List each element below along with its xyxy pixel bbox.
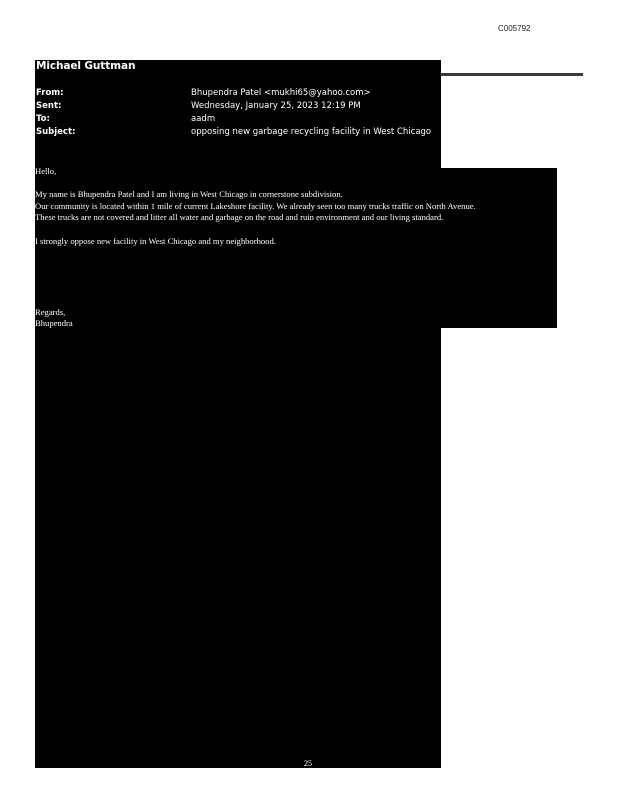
sender-name: Michael Guttman <box>36 60 136 72</box>
header-label: From: <box>36 88 64 98</box>
email-signature: Bhupendra <box>35 318 73 328</box>
document-id: C005792 <box>498 24 531 33</box>
page-number: 25 <box>304 759 312 768</box>
email-body-line: I strongly oppose new facility in West Chicago and my neighborhood. <box>35 236 276 246</box>
email-body-line: These trucks are not covered and litter all water and garbage on the road and ruin environment and our living standard. <box>35 212 444 222</box>
header-value: aadm <box>191 114 216 124</box>
email-greeting: Hello, <box>35 166 57 176</box>
redaction-block-side <box>441 168 557 328</box>
header-value: opposing new garbage recycling facility in West Chicago <box>191 127 432 137</box>
header-label: To: <box>36 114 50 124</box>
header-value: Bhupendra Patel <mukhi65@yahoo.com> <box>191 88 371 98</box>
header-label: Sent: <box>36 101 62 111</box>
email-body-line: Our community is located within 1 mile of current Lakeshore facility. We already seen too many trucks traffic on North Avenue. <box>35 201 476 211</box>
header-value: Wednesday, January 25, 2023 12:19 PM <box>191 101 361 111</box>
header-label: Subject: <box>36 127 76 137</box>
redaction-block-main <box>35 60 444 768</box>
email-body-line: My name is Bhupendra Patel and I am living in West Chicago in cornerstone subdivision. <box>35 189 343 199</box>
email-closing: Regards, <box>35 307 66 317</box>
header-rule <box>440 73 583 76</box>
